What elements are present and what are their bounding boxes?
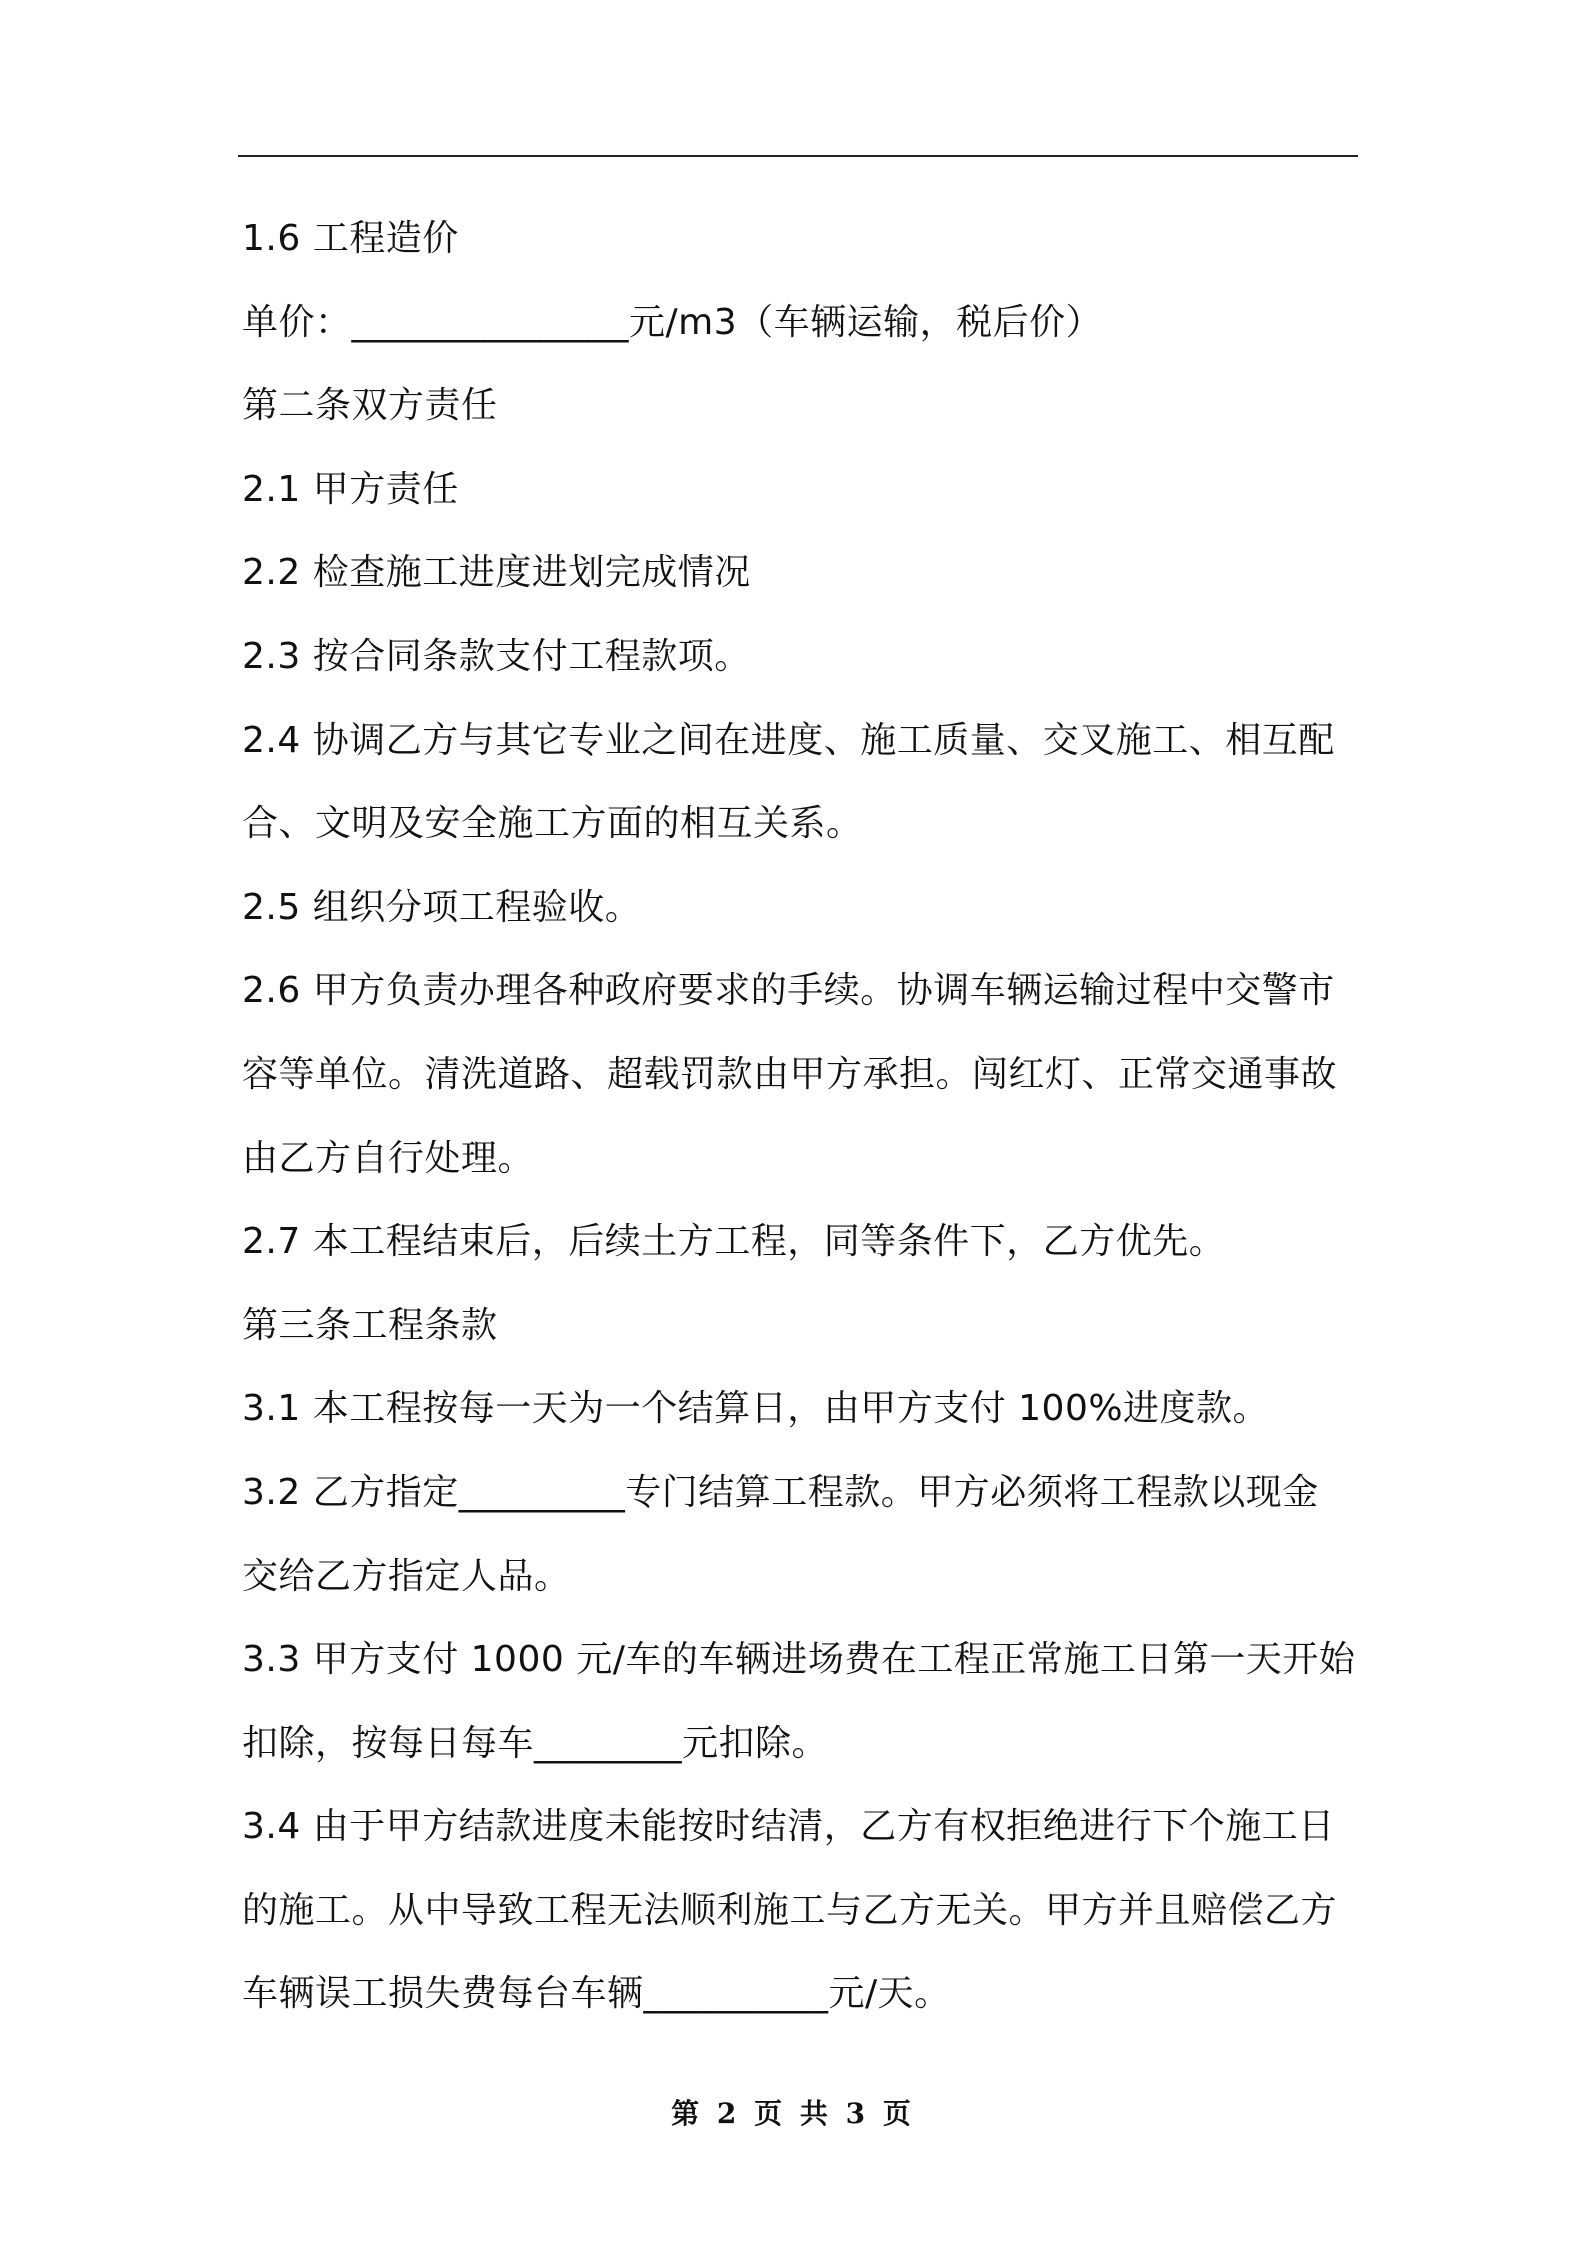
article-two-heading: 第二条双方责任 [242,385,498,427]
clause-3-3-line-2: 扣除，按每日每车________元扣除。 [242,1722,829,1764]
clause-2-1: 2.1 甲方责任 [242,468,459,510]
clause-2-4-line-2: 合、文明及安全施工方面的相互关系。 [242,803,863,845]
clause-2-5: 2.5 组织分项工程验收。 [242,886,642,928]
clause-3-4-line-3: 车辆误工损失费每台车辆__________元/天。 [242,1973,951,2015]
clause-2-2: 2.2 检查施工进度进划完成情况 [242,552,751,594]
clause-3-4-line-2: 的施工。从中导致工程无法顺利施工与乙方无关。甲方并且赔偿乙方 [242,1889,1338,1931]
clause-2-7: 2.7 本工程结束后，后续土方工程，同等条件下，乙方优先。 [242,1221,1226,1263]
clause-3-4-line-1: 3.4 由于甲方结款进度未能按时结清，乙方有权拒绝进行下个施工日 [242,1806,1335,1848]
clause-3-2-line-2: 交给乙方指定人品。 [242,1555,571,1597]
page-number-label: 第 2 页 共 3 页 [671,2097,915,2130]
clause-2-6-line-3: 由乙方自行处理。 [242,1137,535,1179]
article-three-heading: 第三条工程条款 [242,1304,498,1346]
clause-3-2-line-1: 3.2 乙方指定_________专门结算工程款。甲方必须将工程款以现金 [242,1471,1319,1513]
document-body [242,197,1357,2036]
unit-price-line: 单价：_______________元/m3（车辆运输，税后价） [242,301,1103,343]
page-footer [0,2092,1586,2132]
clause-3-3-line-1: 3.3 甲方支付 1000 元/车的车辆进场费在工程正常施工日第一天开始 [242,1639,1356,1681]
section-heading-1-6: 1.6 工程造价 [242,218,459,259]
clause-2-6-line-2: 容等单位。清洗道路、超载罚款由甲方承担。闯红灯、正常交通事故 [242,1053,1338,1095]
clause-3-1: 3.1 本工程按每一天为一个结算日，由甲方支付 100%进度款。 [242,1388,1270,1430]
clause-2-4-line-1: 2.4 协调乙方与其它专业之间在进度、施工质量、交叉施工、相互配 [242,719,1335,761]
clause-2-6-line-1: 2.6 甲方负责办理各种政府要求的手续。协调车辆运输过程中交警市 [242,970,1335,1012]
header-rule [238,155,1358,157]
clause-2-3: 2.3 按合同条款支付工程款项。 [242,635,751,677]
